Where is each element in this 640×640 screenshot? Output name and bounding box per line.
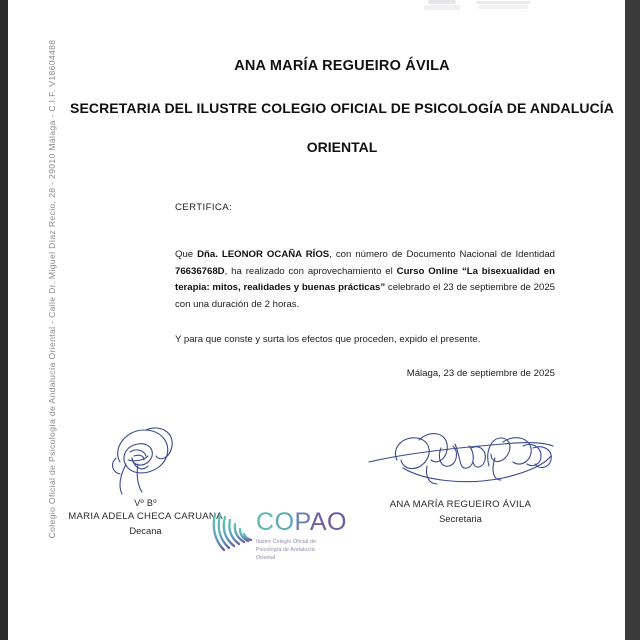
copao-subtitle-line-2: Psicología de Andalucía: [256, 547, 315, 554]
signature-left-title: Decana: [129, 525, 162, 536]
certificate-main-paragraph: [175, 247, 555, 313]
signature-right-title: Secretaria: [439, 513, 482, 524]
copao-logo: [210, 508, 360, 570]
paragraph-part-2: , con número de Documento Nacional de Identidad: [329, 249, 555, 260]
page-right-edge-border: [625, 0, 640, 640]
signature-image-decana: [38, 418, 253, 496]
recipient-name: Dña. LEONOR OCAÑA RÍOS: [197, 249, 330, 260]
approval-mark-label: Vº Bº: [134, 498, 157, 508]
copao-letter-c: C: [256, 508, 275, 536]
page-left-edge-border: [0, 0, 8, 640]
certifies-label: CERTIFICA:: [175, 202, 233, 213]
copao-letter-p: P: [294, 508, 310, 536]
place-and-date: Málaga, 23 de septiembre de 2025: [406, 368, 555, 379]
vertical-footer-address-text: Colegio Oficial de Psicología de Andalucía Oriental - Calle Dr. Miguel Díaz Recio, 28 - 29010 Málaga - C.I.F. V18604488: [47, 39, 57, 539]
signature-right-name: ANA MARÍA REGUEIRO ÁVILA: [389, 499, 532, 510]
copao-letter-a: A: [309, 508, 328, 536]
certificate-page: [8, 0, 625, 640]
copao-logo-subtitle: [256, 538, 347, 562]
paragraph-part-1: Que: [175, 249, 198, 260]
recipient-dni: 76636768D: [175, 265, 225, 277]
header-signer-name: ANA MARÍA REGUEIRO ÁVILA: [234, 58, 450, 74]
header-role-line-2: ORIENTAL: [306, 139, 378, 155]
certificate-header: [64, 0, 620, 155]
certificate-body: [175, 202, 555, 368]
copao-wordmark: [256, 510, 347, 535]
copao-letter-o1: O: [274, 508, 295, 536]
paragraph-part-4: celebrado el 23 de septiembre de 2025 con una duración de 2 horas.: [175, 282, 555, 310]
copao-subtitle-line-3: Oriental: [256, 555, 276, 562]
copao-subtitle-line-1: Ilustre Colegio Oficial de: [256, 539, 317, 545]
signature-left-name: MARIA ADELA CHECA CARUANA: [68, 511, 223, 522]
course-title: Curso Online “La bisexualidad en terapia: mitos, realidades y buenas prácticas”: [175, 265, 555, 293]
copao-logo-mark: [210, 508, 254, 561]
signature-image-secretaria: [353, 418, 568, 496]
paragraph-part-3: , ha realizado con aprovechamiento el: [224, 265, 397, 277]
header-role-line-1: SECRETARIA DEL ILUSTRE COLEGIO OFICIAL DE PSICOLOGÍA DE ANDALUCÍA: [70, 100, 614, 116]
certificate-closing-paragraph: Y para que conste y surta los efectos que proceden, expido el presente.: [175, 334, 481, 345]
signature-block-right: [353, 418, 568, 524]
copao-letter-o2: O: [327, 508, 347, 536]
